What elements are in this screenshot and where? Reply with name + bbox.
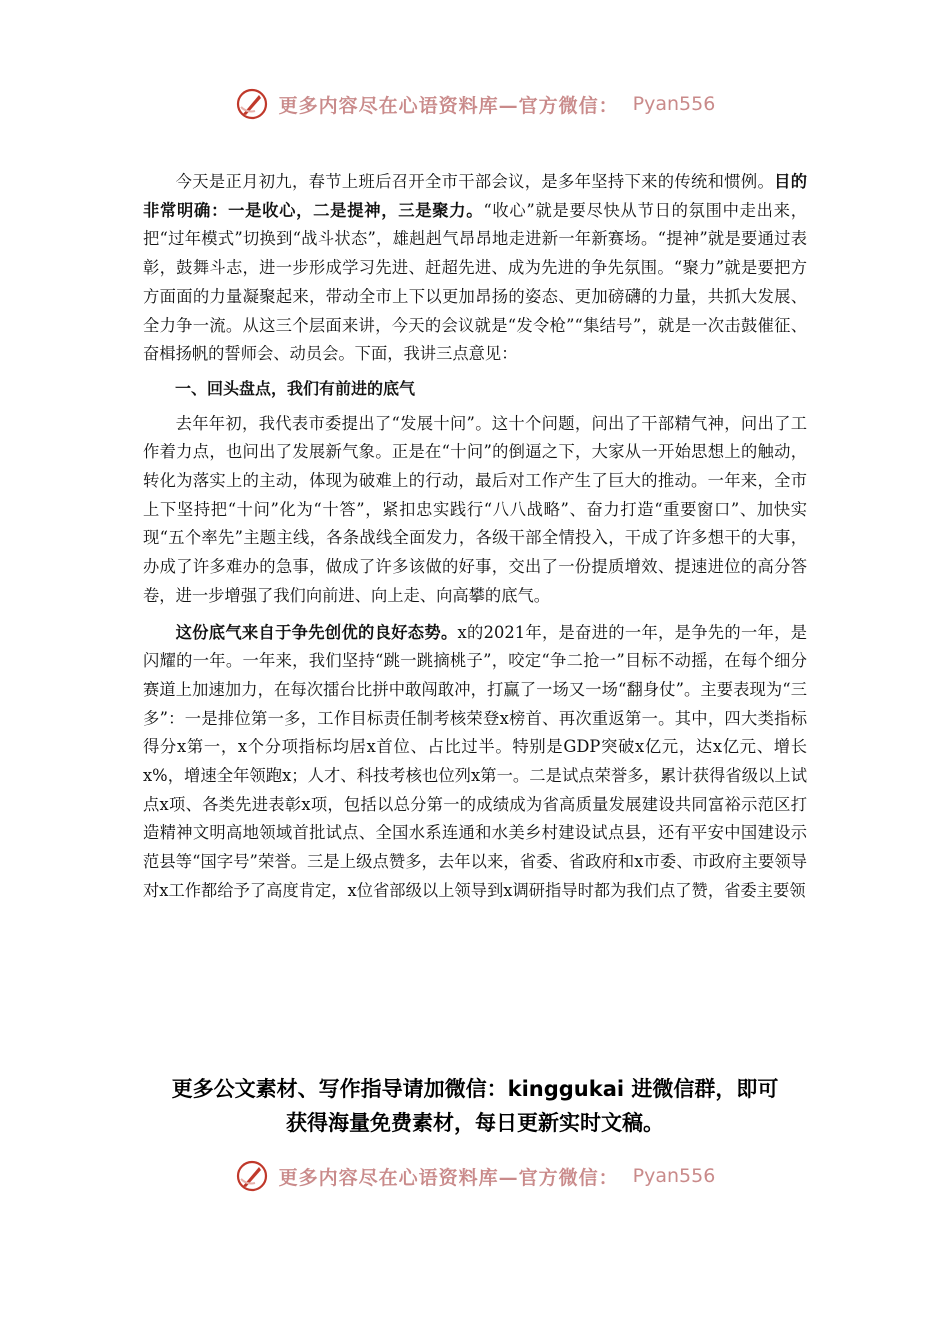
quill-pen-logo-icon xyxy=(235,1159,269,1193)
section-paragraph-2-text: x的2021年，是奋进的一年，是争先的一年，是闪耀的一年。一年来，我们坚持“跳一跳摘桃子”，咬定“争二抢一”目标不动摇，在每个细分赛道上加速加力，在每次擂台比拼中敢闯敢冲，打赢了一场又一场“翻身仗”。主要表现为“三多”：一是排位第一多，工作目标责任制考核荣登x榜首、再次重返第一。其中，四大类指标得分x第一，x个分项指标均居x首位、占比过半。特别是GDP突破x亿元，达x亿元、增长x%，增速全年领跑x；人才、科技考核也位列x第一。二是试点荣誉多，累计获得省级以上试点x项、各类先进表彰x项，包括以总分第一的成绩成为省高质量发展建设共同富裕示范区打造精神文明高地领域首批试点、全国水系连通和水美乡村建设试点县，还有平安中国建设示范县等“国字号”荣誉。三是上级点赞多，去年以来，省委、省政府和x市委、市政府主要领导对x工作都给予了高度肯定，x位省部级以上领导到x调研指导时都为我们点了赞，省委主要领 xyxy=(143,622,807,900)
promo-line-1: 更多公文素材、写作指导请加微信：kinggukai 进微信群，即可 xyxy=(171,1077,779,1101)
header-watermark-banner xyxy=(0,84,950,124)
promo-line-2: 获得海量免费素材，每日更新实时文稿。 xyxy=(286,1111,664,1135)
banner-text: 更多内容尽在心语资料库—官方微信： xyxy=(278,94,619,117)
intro-text-2: “收心”就是要尽快从节日的氛围中走出来，把“过年模式”切换到“战斗状态”，雄赳赳气昂昂地走进新一年新赛场。“提神”就是要通过表彰，鼓舞斗志，进一步形成学习先进、赶超先进、成为先进的争先氛围。“聚力”就是要把方方面面的力量凝聚起来，带动全市上下以更加昂扬的姿态、更加磅礴的力量，共抓大发展、全力争一流。从这三个层面来讲，今天的会议就是“发令枪”“集结号”，就是一次击鼓催征、奋楫扬帆的誓师会、动员会。下面，我讲三点意见： xyxy=(143,200,807,364)
banner-wechat-id: Pyan556 xyxy=(632,1165,716,1187)
document-body xyxy=(143,168,807,906)
section-paragraph-2 xyxy=(143,619,807,906)
banner-text: 更多内容尽在心语资料库—官方微信： xyxy=(278,1166,619,1189)
quill-pen-logo-icon xyxy=(235,87,269,121)
intro-bold-text: 目的非常明确：一是收心，二是提神，三是聚力。 xyxy=(143,172,807,220)
footer-watermark-banner xyxy=(0,1156,950,1196)
intro-paragraph xyxy=(143,168,807,369)
section-heading: 一、回头盘点，我们有前进的底气 xyxy=(175,378,416,398)
promo-notice xyxy=(100,1072,850,1140)
section-paragraph-1: 去年年初，我代表市委提出了“发展十问”。这十个问题，问出了干部精气神，问出了工作着力点，也问出了发展新气象。正是在“十问”的倒逼之下，大家从一开始思想上的触动，转化为落实上的主动，体现为破难上的行动，最后对工作产生了巨大的推动。一年来，全市上下坚持把“十问”化为“十答”，紧扣忠实践行“八八战略”、奋力打造“重要窗口”、加快实现“五个率先”主题主线，各条战线全面发力，各级干部全情投入，干成了许多想干的大事，办成了许多难办的急事，做成了许多该做的好事，交出了一份提质增效、提速进位的高分答卷，进一步增强了我们向前进、向上走、向高攀的底气。 xyxy=(143,413,807,605)
intro-text-1: 今天是正月初九，春节上班后召开全市干部会议，是多年坚持下来的传统和惯例。 xyxy=(175,172,775,191)
section-paragraph-2-bold: 这份底气来自于争先创优的良好态势。 xyxy=(175,622,458,642)
banner-wechat-id: Pyan556 xyxy=(632,93,716,115)
